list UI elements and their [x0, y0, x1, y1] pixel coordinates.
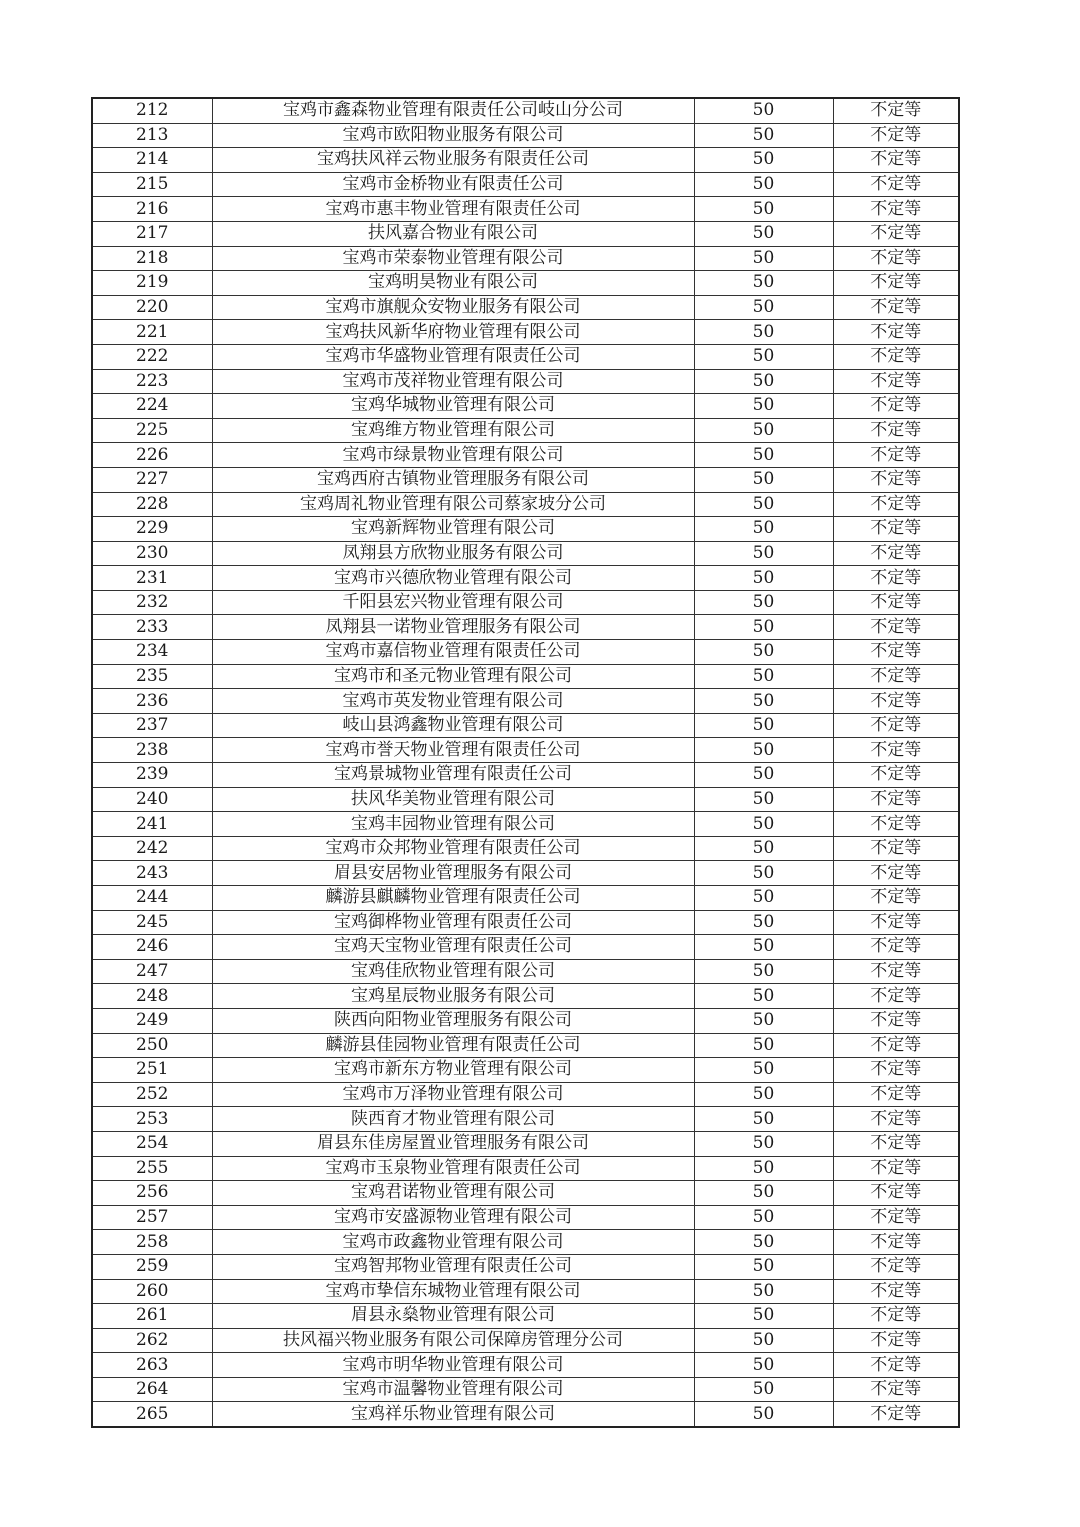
- cell-number: 240: [92, 787, 212, 812]
- cell-company-name: 宝鸡市和圣元物业管理有限公司: [212, 664, 694, 689]
- cell-company-name: 宝鸡市嘉信物业管理有限责任公司: [212, 640, 694, 665]
- table-row: [92, 123, 959, 148]
- cell-grade: 不定等: [833, 1033, 959, 1058]
- cell-company-name: 宝鸡市茂祥物业管理有限公司: [212, 369, 694, 394]
- cell-grade: 不定等: [833, 1131, 959, 1156]
- cell-score: 50: [694, 664, 833, 689]
- cell-grade: 不定等: [833, 1402, 959, 1427]
- table-row: [92, 615, 959, 640]
- cell-grade: 不定等: [833, 689, 959, 714]
- table-row: [92, 1131, 959, 1156]
- cell-score: 50: [694, 1131, 833, 1156]
- cell-grade: 不定等: [833, 1205, 959, 1230]
- cell-company-name: 宝鸡市安盛源物业管理有限公司: [212, 1205, 694, 1230]
- cell-company-name: 宝鸡君诺物业管理有限公司: [212, 1181, 694, 1206]
- cell-score: 50: [694, 959, 833, 984]
- cell-number: 241: [92, 812, 212, 837]
- cell-score: 50: [694, 984, 833, 1009]
- table-row: [92, 935, 959, 960]
- cell-score: 50: [694, 172, 833, 197]
- cell-company-name: 宝鸡市英发物业管理有限公司: [212, 689, 694, 714]
- cell-score: 50: [694, 197, 833, 222]
- cell-number: 244: [92, 886, 212, 911]
- cell-company-name: 扶风嘉合物业有限公司: [212, 221, 694, 246]
- cell-company-name: 麟游县麒麟物业管理有限责任公司: [212, 886, 694, 911]
- cell-score: 50: [694, 1181, 833, 1206]
- cell-number: 232: [92, 590, 212, 615]
- cell-company-name: 千阳县宏兴物业管理有限公司: [212, 590, 694, 615]
- cell-number: 237: [92, 713, 212, 738]
- cell-company-name: 宝鸡景城物业管理有限责任公司: [212, 763, 694, 788]
- cell-company-name: 宝鸡市玉泉物业管理有限责任公司: [212, 1156, 694, 1181]
- cell-score: 50: [694, 836, 833, 861]
- cell-company-name: 宝鸡智邦物业管理有限责任公司: [212, 1254, 694, 1279]
- cell-grade: 不定等: [833, 344, 959, 369]
- cell-company-name: 宝鸡市政鑫物业管理有限公司: [212, 1230, 694, 1255]
- cell-score: 50: [694, 566, 833, 591]
- table-row: [92, 1377, 959, 1402]
- cell-grade: 不定等: [833, 615, 959, 640]
- cell-grade: 不定等: [833, 836, 959, 861]
- cell-grade: 不定等: [833, 1254, 959, 1279]
- cell-grade: 不定等: [833, 664, 959, 689]
- table-row: [92, 1279, 959, 1304]
- cell-grade: 不定等: [833, 443, 959, 468]
- cell-number: 250: [92, 1033, 212, 1058]
- cell-number: 213: [92, 123, 212, 148]
- cell-number: 233: [92, 615, 212, 640]
- cell-number: 248: [92, 984, 212, 1009]
- cell-grade: 不定等: [833, 910, 959, 935]
- cell-grade: 不定等: [833, 246, 959, 271]
- cell-company-name: 宝鸡市绿景物业管理有限公司: [212, 443, 694, 468]
- cell-grade: 不定等: [833, 1377, 959, 1402]
- table-row: [92, 517, 959, 542]
- cell-number: 260: [92, 1279, 212, 1304]
- cell-score: 50: [694, 886, 833, 911]
- cell-number: 252: [92, 1082, 212, 1107]
- cell-score: 50: [694, 1254, 833, 1279]
- cell-grade: 不定等: [833, 1353, 959, 1378]
- table-row: [92, 369, 959, 394]
- cell-number: 219: [92, 271, 212, 296]
- cell-number: 220: [92, 295, 212, 320]
- cell-grade: 不定等: [833, 369, 959, 394]
- cell-grade: 不定等: [833, 98, 959, 123]
- cell-company-name: 宝鸡丰园物业管理有限公司: [212, 812, 694, 837]
- cell-company-name: 宝鸡西府古镇物业管理服务有限公司: [212, 467, 694, 492]
- cell-grade: 不定等: [833, 1304, 959, 1329]
- table-row: [92, 590, 959, 615]
- table-row: [92, 1230, 959, 1255]
- table-row: [92, 1107, 959, 1132]
- table-row: [92, 148, 959, 173]
- cell-company-name: 宝鸡佳欣物业管理有限公司: [212, 959, 694, 984]
- cell-number: 258: [92, 1230, 212, 1255]
- cell-company-name: 宝鸡新辉物业管理有限公司: [212, 517, 694, 542]
- ranking-table: [91, 97, 960, 1428]
- table-row: [92, 295, 959, 320]
- cell-score: 50: [694, 1008, 833, 1033]
- table-row: [92, 763, 959, 788]
- cell-company-name: 宝鸡明昊物业有限公司: [212, 271, 694, 296]
- cell-grade: 不定等: [833, 197, 959, 222]
- cell-number: 212: [92, 98, 212, 123]
- cell-company-name: 扶风福兴物业服务有限公司保障房管理分公司: [212, 1328, 694, 1353]
- cell-grade: 不定等: [833, 1181, 959, 1206]
- cell-number: 236: [92, 689, 212, 714]
- cell-score: 50: [694, 394, 833, 419]
- cell-score: 50: [694, 123, 833, 148]
- table-row: [92, 1353, 959, 1378]
- cell-grade: 不定等: [833, 861, 959, 886]
- cell-score: 50: [694, 1033, 833, 1058]
- cell-grade: 不定等: [833, 271, 959, 296]
- cell-company-name: 宝鸡华城物业管理有限公司: [212, 394, 694, 419]
- table-row: [92, 1402, 959, 1427]
- cell-grade: 不定等: [833, 295, 959, 320]
- cell-score: 50: [694, 221, 833, 246]
- cell-score: 50: [694, 148, 833, 173]
- cell-number: 224: [92, 394, 212, 419]
- cell-company-name: 宝鸡市誉天物业管理有限责任公司: [212, 738, 694, 763]
- cell-company-name: 宝鸡扶风新华府物业管理有限公司: [212, 320, 694, 345]
- cell-company-name: 宝鸡市旗舰众安物业服务有限公司: [212, 295, 694, 320]
- table-row: [92, 640, 959, 665]
- cell-score: 50: [694, 590, 833, 615]
- table-row: [92, 1254, 959, 1279]
- cell-score: 50: [694, 1205, 833, 1230]
- cell-company-name: 麟游县佳园物业管理有限责任公司: [212, 1033, 694, 1058]
- cell-company-name: 宝鸡市兴德欣物业管理有限公司: [212, 566, 694, 591]
- cell-score: 50: [694, 738, 833, 763]
- cell-number: 230: [92, 541, 212, 566]
- cell-score: 50: [694, 1230, 833, 1255]
- cell-company-name: 宝鸡星辰物业服务有限公司: [212, 984, 694, 1009]
- cell-grade: 不定等: [833, 1279, 959, 1304]
- cell-number: 246: [92, 935, 212, 960]
- cell-number: 217: [92, 221, 212, 246]
- cell-company-name: 宝鸡市惠丰物业管理有限责任公司: [212, 197, 694, 222]
- cell-company-name: 陕西向阳物业管理服务有限公司: [212, 1008, 694, 1033]
- cell-score: 50: [694, 763, 833, 788]
- cell-score: 50: [694, 295, 833, 320]
- cell-score: 50: [694, 935, 833, 960]
- cell-score: 50: [694, 1328, 833, 1353]
- cell-number: 229: [92, 517, 212, 542]
- cell-grade: 不定等: [833, 959, 959, 984]
- cell-number: 257: [92, 1205, 212, 1230]
- cell-grade: 不定等: [833, 320, 959, 345]
- cell-company-name: 宝鸡市挚信东城物业管理有限公司: [212, 1279, 694, 1304]
- table-row: [92, 664, 959, 689]
- cell-grade: 不定等: [833, 221, 959, 246]
- cell-number: 228: [92, 492, 212, 517]
- table-row: [92, 1008, 959, 1033]
- cell-company-name: 眉县安居物业管理服务有限公司: [212, 861, 694, 886]
- cell-grade: 不定等: [833, 1230, 959, 1255]
- cell-score: 50: [694, 1377, 833, 1402]
- cell-grade: 不定等: [833, 1058, 959, 1083]
- cell-score: 50: [694, 369, 833, 394]
- cell-score: 50: [694, 1353, 833, 1378]
- cell-number: 225: [92, 418, 212, 443]
- cell-company-name: 宝鸡市金桥物业有限责任公司: [212, 172, 694, 197]
- cell-company-name: 宝鸡市万泽物业管理有限公司: [212, 1082, 694, 1107]
- cell-grade: 不定等: [833, 787, 959, 812]
- table-row: [92, 221, 959, 246]
- table-row: [92, 1058, 959, 1083]
- cell-score: 50: [694, 1058, 833, 1083]
- cell-score: 50: [694, 492, 833, 517]
- cell-number: 242: [92, 836, 212, 861]
- cell-score: 50: [694, 320, 833, 345]
- cell-company-name: 陕西育才物业管理有限公司: [212, 1107, 694, 1132]
- cell-company-name: 凤翔县一诺物业管理服务有限公司: [212, 615, 694, 640]
- table-row: [92, 984, 959, 1009]
- cell-number: 235: [92, 664, 212, 689]
- cell-number: 214: [92, 148, 212, 173]
- cell-grade: 不定等: [833, 640, 959, 665]
- cell-score: 50: [694, 1402, 833, 1427]
- table-row: [92, 1156, 959, 1181]
- cell-number: 218: [92, 246, 212, 271]
- cell-score: 50: [694, 812, 833, 837]
- cell-company-name: 宝鸡市明华物业管理有限公司: [212, 1353, 694, 1378]
- cell-company-name: 宝鸡市新东方物业管理有限公司: [212, 1058, 694, 1083]
- cell-grade: 不定等: [833, 935, 959, 960]
- cell-score: 50: [694, 1304, 833, 1329]
- cell-grade: 不定等: [833, 172, 959, 197]
- table-row: [92, 418, 959, 443]
- cell-company-name: 宝鸡祥乐物业管理有限公司: [212, 1402, 694, 1427]
- cell-company-name: 宝鸡维方物业管理有限公司: [212, 418, 694, 443]
- cell-number: 253: [92, 1107, 212, 1132]
- cell-company-name: 宝鸡扶风祥云物业服务有限责任公司: [212, 148, 694, 173]
- cell-score: 50: [694, 271, 833, 296]
- cell-number: 251: [92, 1058, 212, 1083]
- cell-score: 50: [694, 98, 833, 123]
- cell-number: 243: [92, 861, 212, 886]
- cell-number: 223: [92, 369, 212, 394]
- table-row: [92, 492, 959, 517]
- cell-grade: 不定等: [833, 590, 959, 615]
- cell-score: 50: [694, 1279, 833, 1304]
- cell-number: 216: [92, 197, 212, 222]
- cell-score: 50: [694, 418, 833, 443]
- cell-score: 50: [694, 1156, 833, 1181]
- cell-score: 50: [694, 787, 833, 812]
- cell-number: 254: [92, 1131, 212, 1156]
- cell-company-name: 宝鸡市温馨物业管理有限公司: [212, 1377, 694, 1402]
- cell-score: 50: [694, 713, 833, 738]
- cell-score: 50: [694, 861, 833, 886]
- cell-number: 265: [92, 1402, 212, 1427]
- cell-company-name: 宝鸡御桦物业管理有限责任公司: [212, 910, 694, 935]
- cell-company-name: 宝鸡市荣泰物业管理有限公司: [212, 246, 694, 271]
- cell-company-name: 眉县东佳房屋置业管理服务有限公司: [212, 1131, 694, 1156]
- cell-number: 222: [92, 344, 212, 369]
- cell-grade: 不定等: [833, 394, 959, 419]
- cell-grade: 不定等: [833, 492, 959, 517]
- cell-number: 227: [92, 467, 212, 492]
- cell-grade: 不定等: [833, 1008, 959, 1033]
- cell-number: 255: [92, 1156, 212, 1181]
- cell-number: 231: [92, 566, 212, 591]
- table-row: [92, 1304, 959, 1329]
- table-row: [92, 689, 959, 714]
- cell-number: 221: [92, 320, 212, 345]
- cell-number: 256: [92, 1181, 212, 1206]
- cell-score: 50: [694, 910, 833, 935]
- cell-score: 50: [694, 1107, 833, 1132]
- cell-grade: 不定等: [833, 566, 959, 591]
- table-row: [92, 1181, 959, 1206]
- cell-grade: 不定等: [833, 418, 959, 443]
- cell-number: 263: [92, 1353, 212, 1378]
- cell-number: 239: [92, 763, 212, 788]
- cell-grade: 不定等: [833, 738, 959, 763]
- cell-number: 234: [92, 640, 212, 665]
- cell-grade: 不定等: [833, 1328, 959, 1353]
- table-row: [92, 394, 959, 419]
- cell-number: 247: [92, 959, 212, 984]
- table-row: [92, 344, 959, 369]
- table-row: [92, 566, 959, 591]
- table-row: [92, 738, 959, 763]
- cell-grade: 不定等: [833, 1107, 959, 1132]
- table-row: [92, 1328, 959, 1353]
- table-row: [92, 443, 959, 468]
- table-row: [92, 172, 959, 197]
- table-row: [92, 197, 959, 222]
- cell-grade: 不定等: [833, 517, 959, 542]
- table-row: [92, 98, 959, 123]
- table-row: [92, 1082, 959, 1107]
- table-row: [92, 246, 959, 271]
- cell-company-name: 宝鸡市欧阳物业服务有限公司: [212, 123, 694, 148]
- cell-number: 264: [92, 1377, 212, 1402]
- cell-grade: 不定等: [833, 541, 959, 566]
- table-row: [92, 836, 959, 861]
- table-row: [92, 467, 959, 492]
- cell-company-name: 宝鸡市华盛物业管理有限责任公司: [212, 344, 694, 369]
- table-row: [92, 271, 959, 296]
- cell-number: 226: [92, 443, 212, 468]
- cell-score: 50: [694, 689, 833, 714]
- table-row: [92, 886, 959, 911]
- cell-company-name: 宝鸡市众邦物业管理有限责任公司: [212, 836, 694, 861]
- table-body: [92, 98, 959, 1427]
- cell-grade: 不定等: [833, 1156, 959, 1181]
- table-row: [92, 1033, 959, 1058]
- cell-score: 50: [694, 443, 833, 468]
- cell-score: 50: [694, 467, 833, 492]
- cell-grade: 不定等: [833, 467, 959, 492]
- table-row: [92, 541, 959, 566]
- cell-company-name: 宝鸡市鑫森物业管理有限责任公司岐山分公司: [212, 98, 694, 123]
- cell-grade: 不定等: [833, 763, 959, 788]
- cell-score: 50: [694, 1082, 833, 1107]
- cell-score: 50: [694, 541, 833, 566]
- cell-number: 238: [92, 738, 212, 763]
- cell-score: 50: [694, 344, 833, 369]
- table-row: [92, 713, 959, 738]
- cell-grade: 不定等: [833, 1082, 959, 1107]
- cell-number: 262: [92, 1328, 212, 1353]
- cell-grade: 不定等: [833, 123, 959, 148]
- cell-company-name: 宝鸡天宝物业管理有限责任公司: [212, 935, 694, 960]
- table-row: [92, 910, 959, 935]
- cell-number: 245: [92, 910, 212, 935]
- cell-number: 215: [92, 172, 212, 197]
- cell-grade: 不定等: [833, 984, 959, 1009]
- cell-grade: 不定等: [833, 812, 959, 837]
- table-row: [92, 812, 959, 837]
- cell-number: 261: [92, 1304, 212, 1329]
- table-row: [92, 787, 959, 812]
- cell-score: 50: [694, 517, 833, 542]
- cell-company-name: 凤翔县方欣物业服务有限公司: [212, 541, 694, 566]
- cell-company-name: 眉县永燊物业管理有限公司: [212, 1304, 694, 1329]
- table-row: [92, 320, 959, 345]
- cell-grade: 不定等: [833, 148, 959, 173]
- cell-number: 249: [92, 1008, 212, 1033]
- table-row: [92, 959, 959, 984]
- table-row: [92, 861, 959, 886]
- cell-grade: 不定等: [833, 713, 959, 738]
- cell-score: 50: [694, 246, 833, 271]
- cell-score: 50: [694, 615, 833, 640]
- cell-number: 259: [92, 1254, 212, 1279]
- cell-company-name: 扶风华美物业管理有限公司: [212, 787, 694, 812]
- cell-company-name: 宝鸡周礼物业管理有限公司蔡家坡分公司: [212, 492, 694, 517]
- cell-company-name: 岐山县鸿鑫物业管理有限公司: [212, 713, 694, 738]
- table-row: [92, 1205, 959, 1230]
- cell-grade: 不定等: [833, 886, 959, 911]
- cell-score: 50: [694, 640, 833, 665]
